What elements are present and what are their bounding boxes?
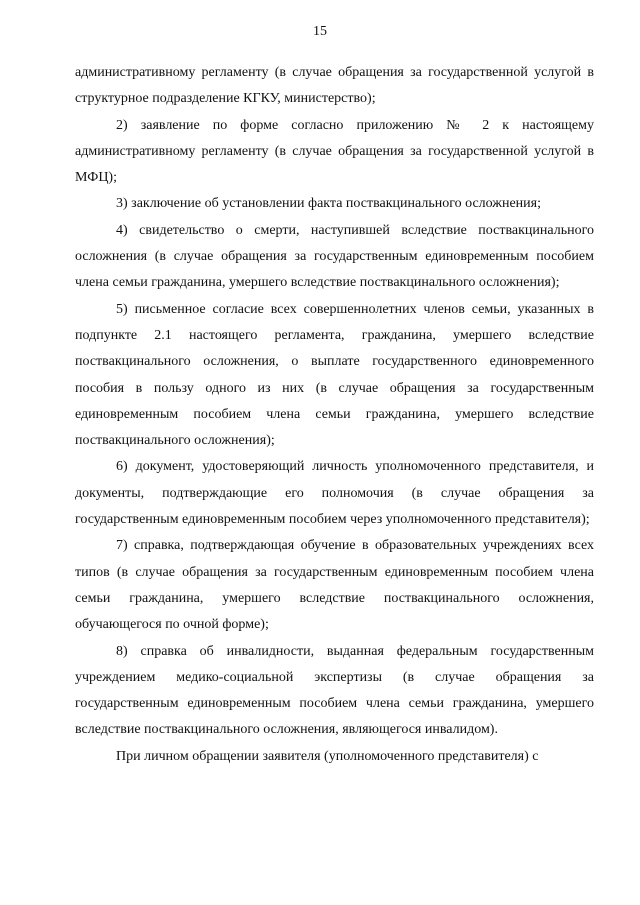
document-body [75,60,594,770]
paragraph-item-5: 5) письменное согласие всех совершеннолетних членов семьи, указанных в подпункте 2.1 настоящего регламента, гражданина, умершего вследствие поствакцинального осложнения, о выплате государственного единовременного пособия в пользу одного из них (в случае обращения за государственным единовременным пособием члена семьи гражданина, умершего вследствие поствакцинального осложнения); [75,301,594,449]
paragraph-item-4: 4) свидетельство о смерти, наступившей вследствие поствакцинального осложнения (в случае обращения за государственным единовременным пособием члена семьи гражданина, умершего вследствие поствакцинального осложнения); [75,222,594,291]
paragraph-item-6: 6) документ, удостоверяющий личность уполномоченного представителя, и документы, подтверждающие его полномочия (в случае обращения за государственным единовременным пособием через уполномоченного представителя); [75,459,594,528]
paragraph-continuation: административному регламенту (в случае обращения за государственной услугой в структурное подразделение КГКУ, министерство); [75,65,594,107]
page-number: 15 [313,24,327,39]
paragraph-personal-appeal: При личном обращении заявителя (уполномоченного представителя) с [116,748,539,764]
paragraph-item-7: 7) справка, подтверждающая обучение в образовательных учреждениях всех типов (в случае обращения за государственным единовременным пособием члена семьи гражданина, умершего вследствие поствакцинального осложнения, обучающегося по очной форме); [75,538,594,633]
paragraph-item-3: 3) заключение об установлении факта поствакцинального осложнения; [116,196,541,212]
paragraph-item-2: 2) заявление по форме согласно приложению № 2 к настоящему административному регламенту (в случае обращения за государственной услугой в МФЦ); [75,117,594,186]
paragraph-item-8: 8) справка об инвалидности, выданная федеральным государственным учреждением медико-социальной экспертизы (в случае обращения за государственным единовременным пособием члена семьи гражданина, умершего вследствие поствакцинального осложнения, являющегося инвалидом). [75,643,594,738]
